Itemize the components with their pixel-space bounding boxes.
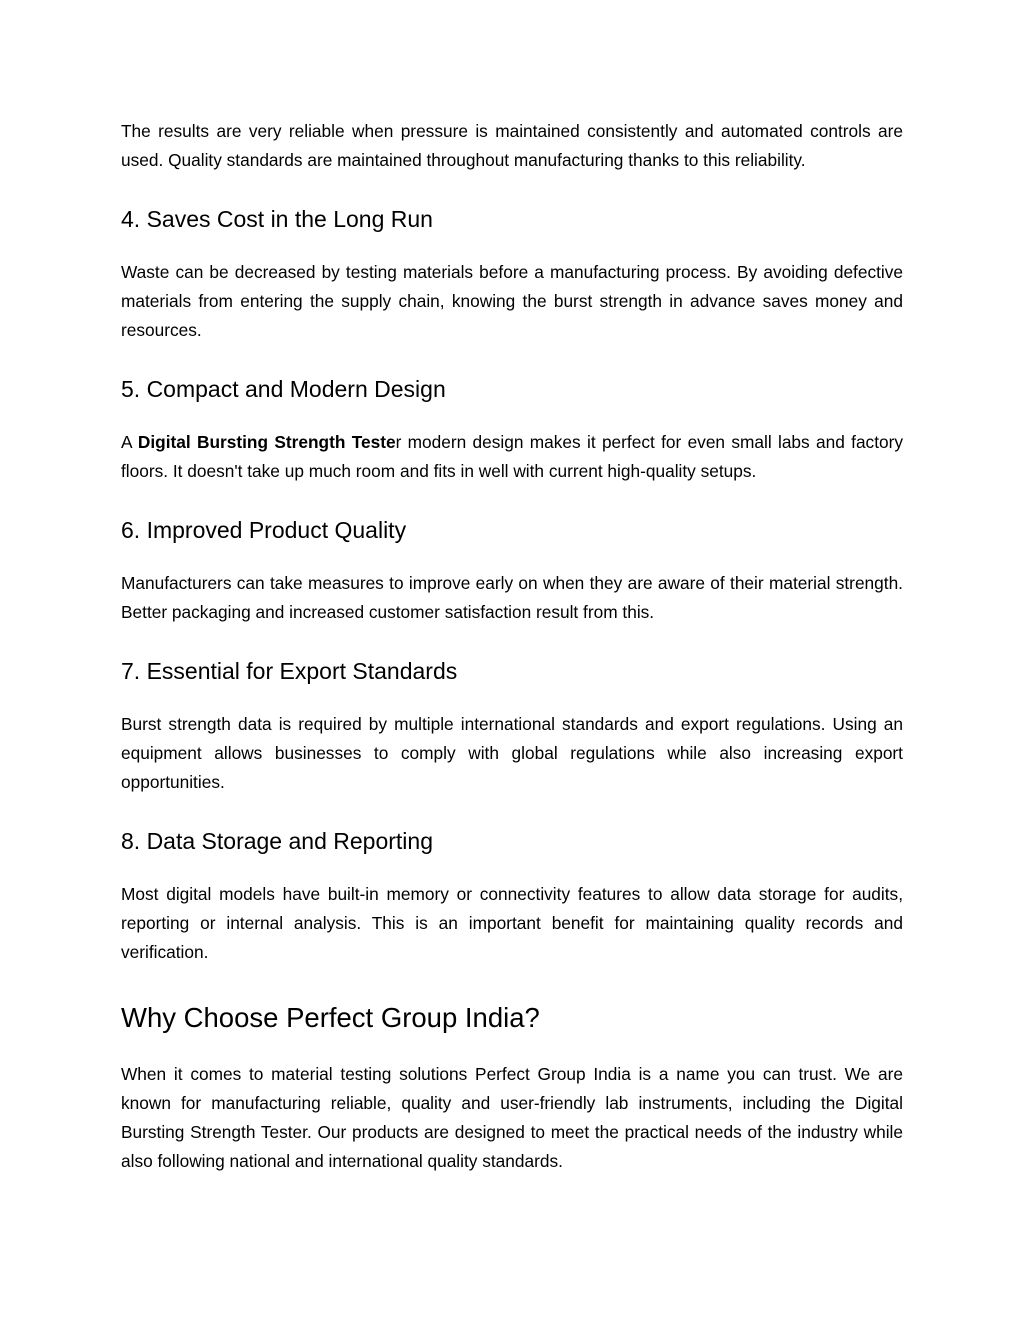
section-5-text-after: r modern design makes it perfect for even small labs and factory floors. It doesn't take up much room and fits in well with current high-quality setups. (121, 432, 904, 481)
section-7-paragraph: Burst strength data is required by multiple international standards and export regulations. Using an equipment allows businesses to comply with global regulations while also increasing export opportunities. (121, 714, 903, 792)
section-8-paragraph: Most digital models have built-in memory or connectivity features to allow data storage for audits, reporting or internal analysis. This is an important benefit for maintaining quality records and verification. (121, 884, 903, 962)
document-page (121, 117, 903, 1176)
section-8-heading: 8. Data Storage and Reporting (121, 828, 433, 854)
intro-paragraph: The results are very reliable when pressure is maintained consistently and automated controls are used. Quality standards are maintained throughout manufacturing thanks to this reliability. (121, 121, 903, 170)
section-5-text-before: A (121, 432, 138, 452)
product-name-bold: Digital Bursting Strength Teste (137, 432, 396, 452)
section-6-heading: 6. Improved Product Quality (121, 517, 407, 543)
section-5-heading: 5. Compact and Modern Design (121, 376, 446, 402)
section-4-paragraph: Waste can be decreased by testing materials before a manufacturing process. By avoiding defective materials from entering the supply chain, knowing the burst strength in advance saves money and resources. (121, 262, 903, 340)
why-choose-heading: Why Choose Perfect Group India? (121, 1002, 540, 1033)
section-7-heading: 7. Essential for Export Standards (121, 658, 458, 684)
section-4-heading: 4. Saves Cost in the Long Run (121, 206, 433, 232)
section-5-paragraph (121, 428, 903, 486)
why-choose-paragraph: When it comes to material testing solutions Perfect Group India is a name you can trust. We are known for manufacturing reliable, quality and user-friendly lab instruments, including the Digital Bursting Strength Tester. Our products are designed to meet the practical needs of the industry while also following national and international quality standards. (121, 1064, 903, 1171)
section-6-paragraph: Manufacturers can take measures to improve early on when they are aware of their material strength. Better packaging and increased customer satisfaction result from this. (121, 573, 903, 622)
